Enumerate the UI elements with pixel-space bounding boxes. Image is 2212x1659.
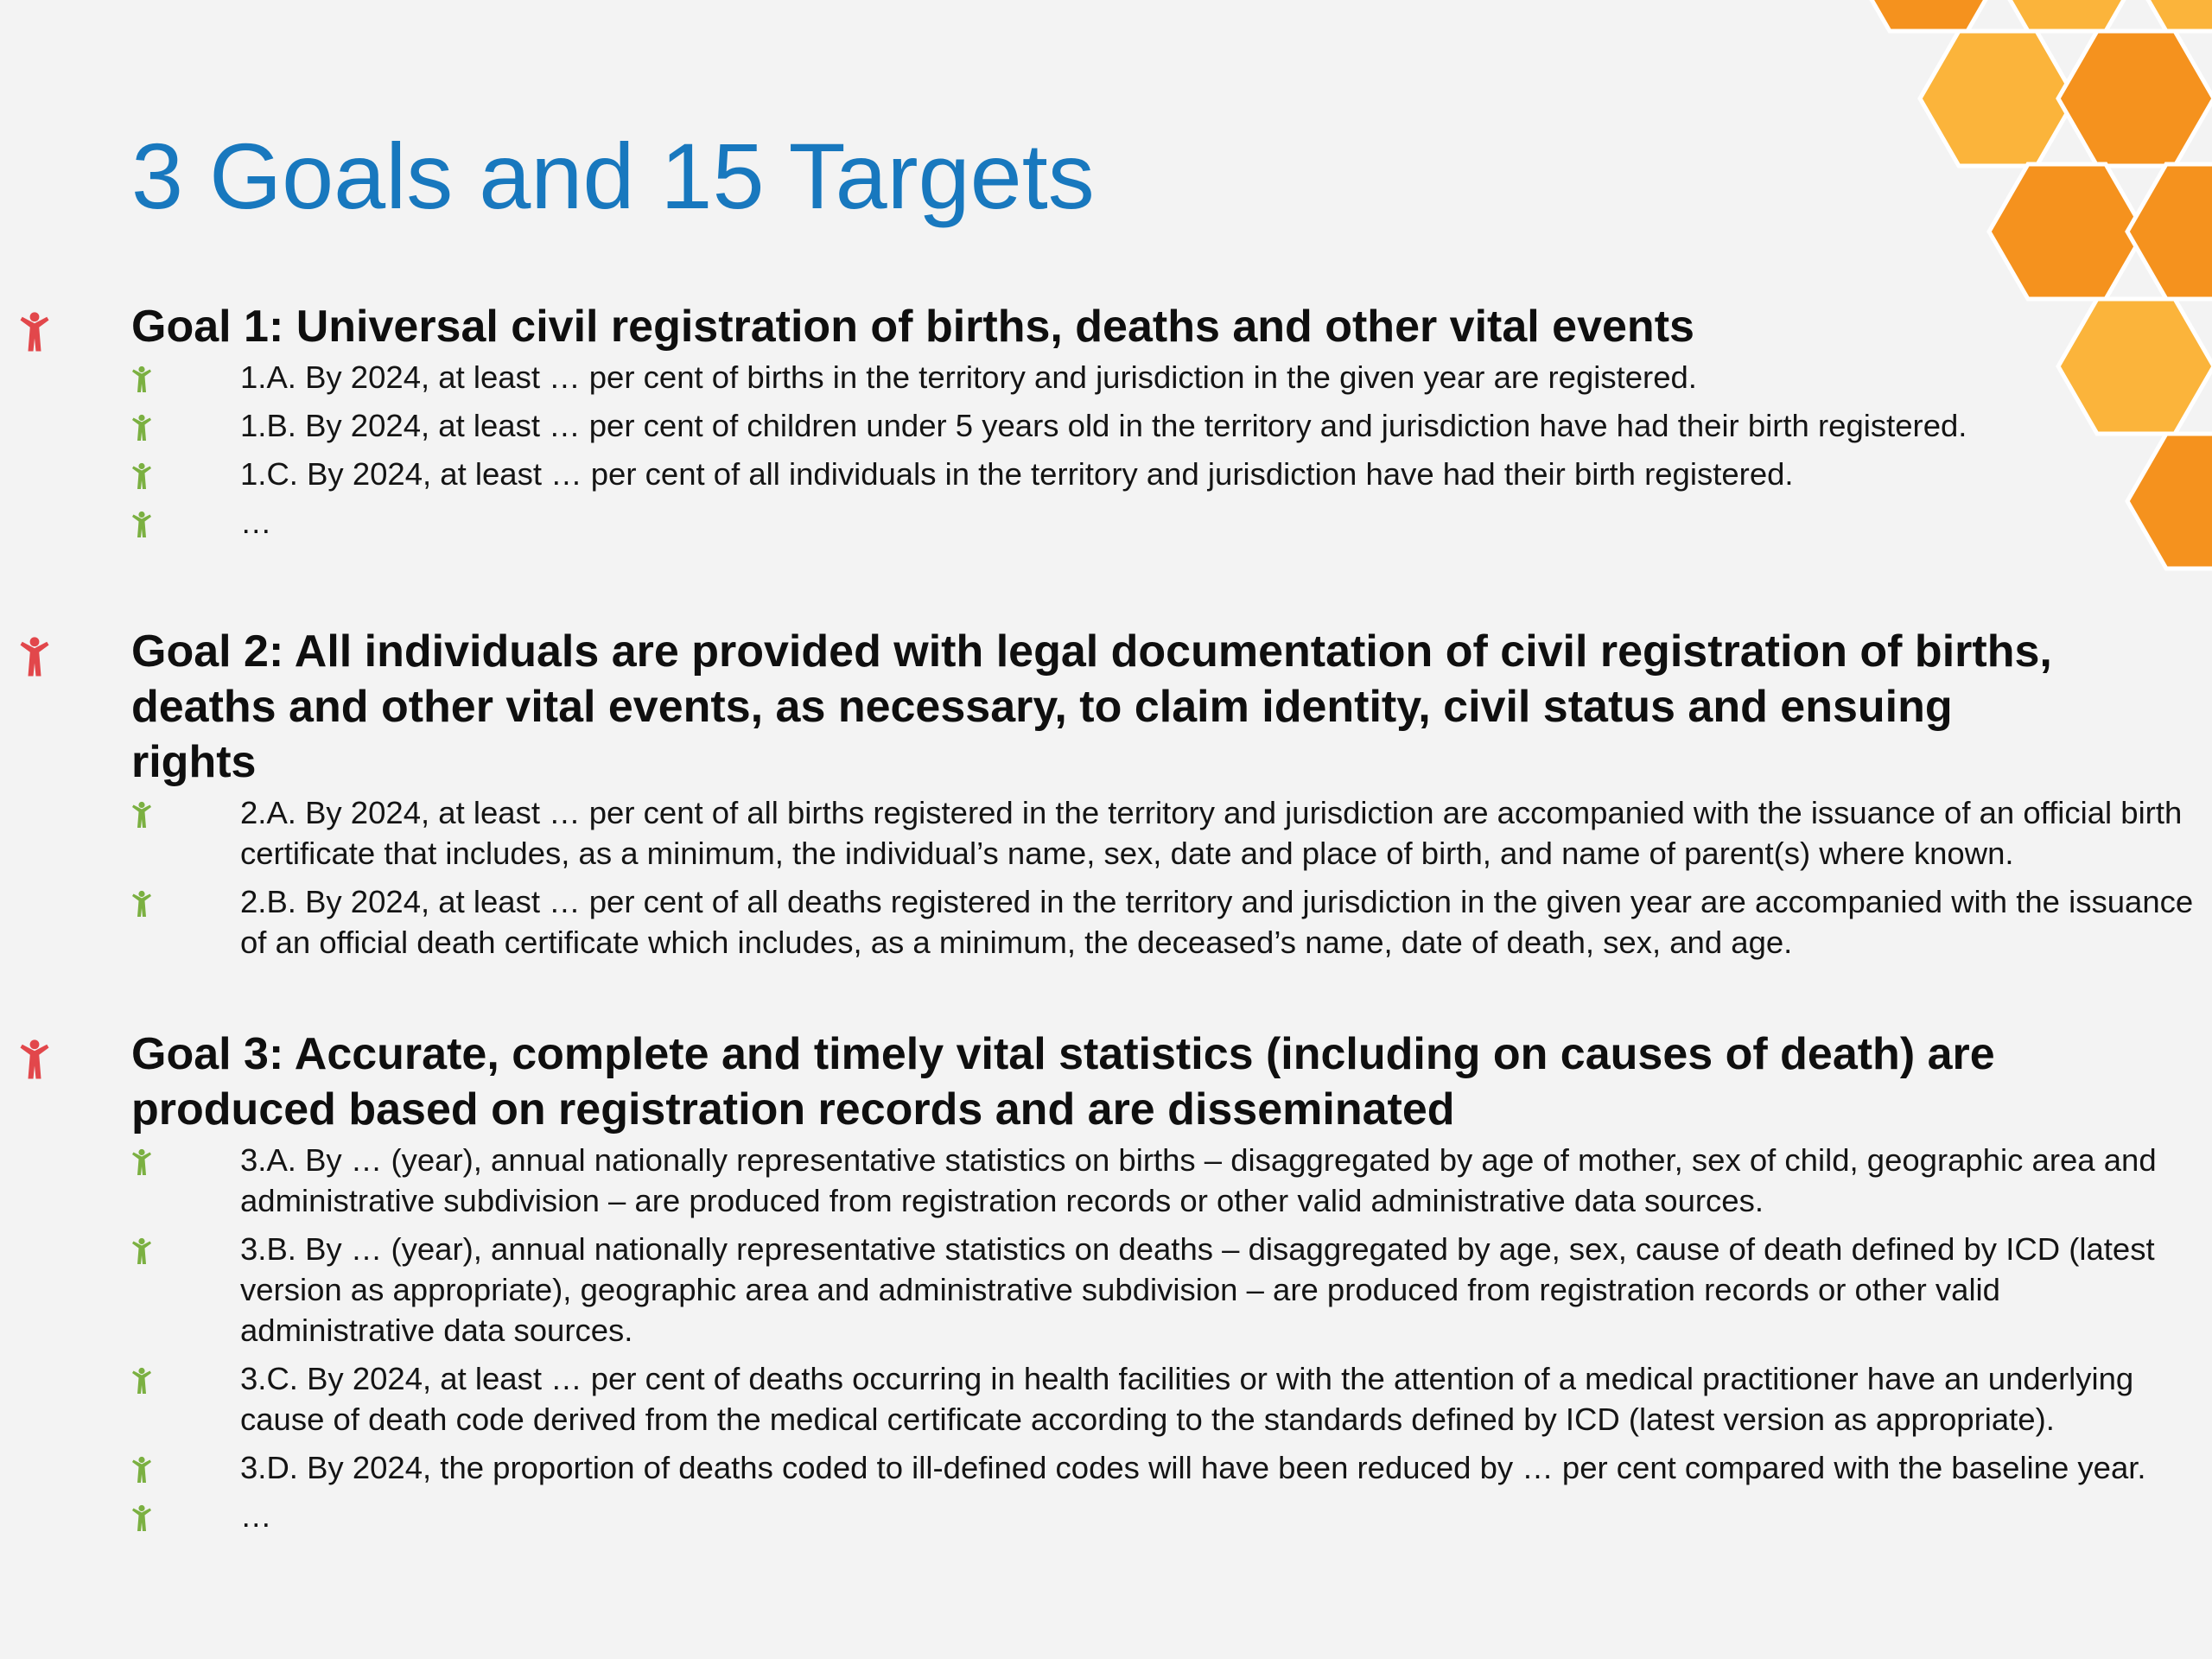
goal-1-targets xyxy=(0,357,2212,543)
person-icon xyxy=(131,1455,152,1484)
goal-3-heading-text: Goal 3: Accurate, complete and timely vital statistics (including on causes of death) are produced based on registration records and are disseminated xyxy=(131,1029,1995,1135)
target-3d xyxy=(0,1447,2199,1488)
person-icon xyxy=(131,800,152,830)
target-text: 3.B. By … (year), annual nationally representative statistics on deaths – disaggregated by age, sex, cause of death defined by ICD (latest version as appropriate), geographic area and administrative subdivision – are produced from registration records or other valid administrative data sources. xyxy=(240,1231,2155,1348)
person-icon xyxy=(131,413,152,442)
person-icon xyxy=(131,1503,152,1533)
goal-1 xyxy=(0,299,2212,543)
person-icon xyxy=(131,510,152,539)
hexagon xyxy=(1989,164,2145,299)
target-1a xyxy=(0,357,2199,397)
target-3c xyxy=(0,1358,2199,1440)
hexagon xyxy=(1851,0,2006,31)
goal-2-heading-text: Goal 2: All individuals are provided with legal documentation of civil registration of births, deaths and other vital events, as necessary, to claim identity, civil status and ensuing rights xyxy=(131,626,2052,787)
target-2a xyxy=(0,792,2199,874)
hexagon xyxy=(1920,31,2075,166)
target-text: 3.A. By … (year), annual nationally representative statistics on births – disaggregated by age of mother, sex of child, geographic area and administrative subdivision – are produced from registration records or other valid administrative data sources. xyxy=(240,1142,2157,1218)
goal-2-targets xyxy=(0,792,2212,963)
goal-2-heading xyxy=(0,624,2056,790)
goal-3-targets xyxy=(0,1140,2212,1536)
target-text: 1.A. By 2024, at least … per cent of births in the territory and jurisdiction in the given year are registered. xyxy=(240,359,1697,395)
hexagon xyxy=(2058,31,2212,166)
slide-title: 3 Goals and 15 Targets xyxy=(131,124,1095,228)
target-3b xyxy=(0,1229,2199,1351)
target-1-ellipsis xyxy=(0,502,2199,543)
person-icon xyxy=(19,311,50,353)
target-text: 3.C. By 2024, at least … per cent of deaths occurring in health facilities or with the attention of a medical practitioner have an underlying cause of death code derived from the medical certificate according to the standards defined by ICD (latest version as appropriate). xyxy=(240,1361,2134,1437)
goal-2 xyxy=(0,624,2212,963)
person-icon xyxy=(131,889,152,918)
person-icon xyxy=(131,365,152,394)
person-icon xyxy=(131,1147,152,1177)
target-3a xyxy=(0,1140,2199,1221)
person-icon xyxy=(19,636,50,677)
target-text: 1.B. By 2024, at least … per cent of children under 5 years old in the territory and jurisdiction have had their birth registered. xyxy=(240,408,1967,443)
target-3-ellipsis xyxy=(0,1496,2199,1536)
target-text: 2.A. By 2024, at least … per cent of all births registered in the territory and jurisdiction are accompanied with the issuance of an official birth certificate that includes, as a minimum, the individual’s name, sex, date and place of birth, and name of parent(s) where known. xyxy=(240,795,2183,871)
target-text: 3.D. By 2024, the proportion of deaths coded to ill-defined codes will have been reduced by … per cent compared with the baseline year. xyxy=(240,1450,2146,1485)
goal-3 xyxy=(0,1027,2212,1536)
target-1c xyxy=(0,454,2199,494)
target-text: 2.B. By 2024, at least … per cent of all deaths registered in the territory and jurisdiction in the given year are accompanied with the issuance of an official death certificate which includes, as a minimum, the deceased’s name, date of death, sex, and age. xyxy=(240,884,2194,960)
goal-1-heading-text: Goal 1: Universal civil registration of births, deaths and other vital events xyxy=(131,302,1694,352)
target-1b xyxy=(0,405,2199,446)
hexagon xyxy=(2127,0,2212,31)
hexagon xyxy=(1989,0,2145,31)
target-text: 1.C. By 2024, at least … per cent of all individuals in the territory and jurisdiction have had their birth registered. xyxy=(240,456,1794,492)
goal-3-heading xyxy=(0,1027,2056,1137)
person-icon xyxy=(131,1236,152,1266)
person-icon xyxy=(19,1039,50,1080)
hexagon xyxy=(2127,164,2212,299)
person-icon xyxy=(131,1366,152,1395)
target-2b xyxy=(0,881,2199,963)
goal-1-heading xyxy=(0,299,2056,354)
target-text: … xyxy=(240,505,272,540)
person-icon xyxy=(131,461,152,491)
target-text: … xyxy=(240,1498,272,1534)
